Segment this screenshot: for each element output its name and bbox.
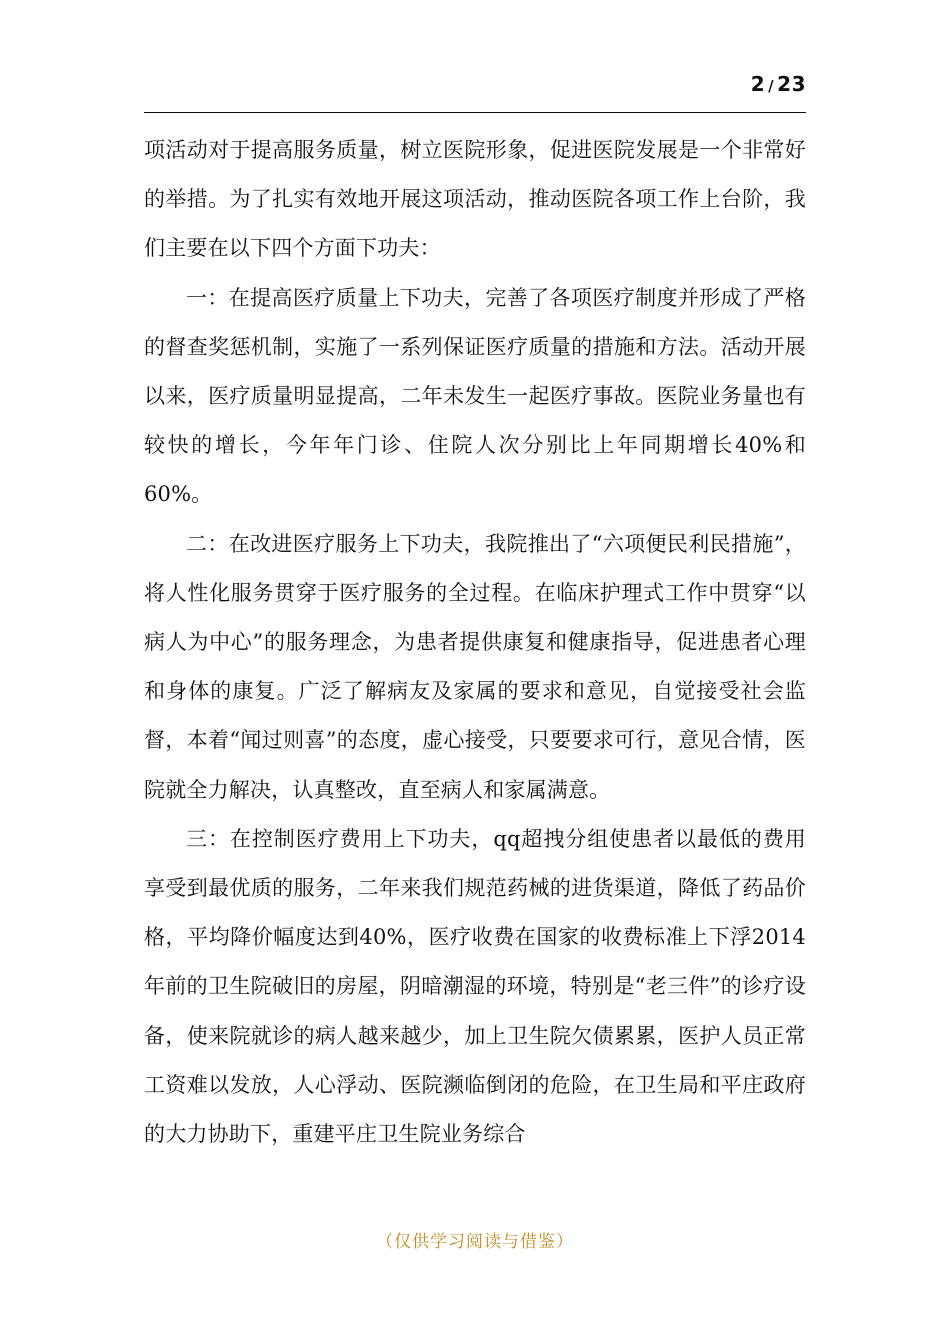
paragraph-medical-service: 二：在改进医疗服务上下功夫，我院推出了“六项便民利民措施”，将人性化服务贯穿于医疗服务的全过程。在临床护理式工作中贯穿“以病人为中心”的服务理念，为患者提供康复和健康指导，促进患者心理和身体的康复。广泛了解病友及家属的要求和意见，自觉接受社会监督，本着“闻过则喜”的态度，虚心接受，只要要求可行，意见合情，医院就全力解决，认真整改，直至病人和家属满意。 [144,531,806,802]
document-body [144,126,806,1159]
page-total: 23 [777,72,806,96]
paragraph-medical-cost: 三：在控制医疗费用上下功夫，qq超拽分组使患者以最低的费用享受到最优质的服务，二年来我们规范药械的进货渠道，降低了药品价格，平均降价幅度达到40%，医疗收费在国家的收费标准上下浮2014年前的卫生院破旧的房屋，阴暗潮湿的环境，特别是“老三件”的诊疗设备，使来院就诊的病人越来越少，加上卫生院欠债累累，医护人员正常工资难以发放，人心浮动、医院濒临倒闭的危险，在卫生局和平庄政府的大力协助下，重建平庄卫生院业务综合 [144,826,806,1147]
header-divider [144,112,806,113]
paragraph-medical-quality: 一：在提高医疗质量上下功夫，完善了各项医疗制度并形成了严格的督查奖惩机制，实施了一系列保证医疗质量的措施和方法。活动开展以来，医疗质量明显提高，二年未发生一起医疗事故。医院业务量也有较快的增长，今年年门诊、住院人次分别比上年同期增长40%和60%。 [144,285,806,507]
page-current: 2 [750,72,766,96]
footer-disclaimer: （仅供学习阅读与借鉴） [376,1232,574,1252]
paragraph-continuation: 项活动对于提高服务质量，树立医院形象，促进医院发展是一个非常好的举措。为了扎实有效地开展这项活动，推动医院各项工作上台阶，我们主要在以下四个方面下功夫： [144,138,806,261]
page-number [751,72,806,96]
page-separator: / [768,77,775,95]
